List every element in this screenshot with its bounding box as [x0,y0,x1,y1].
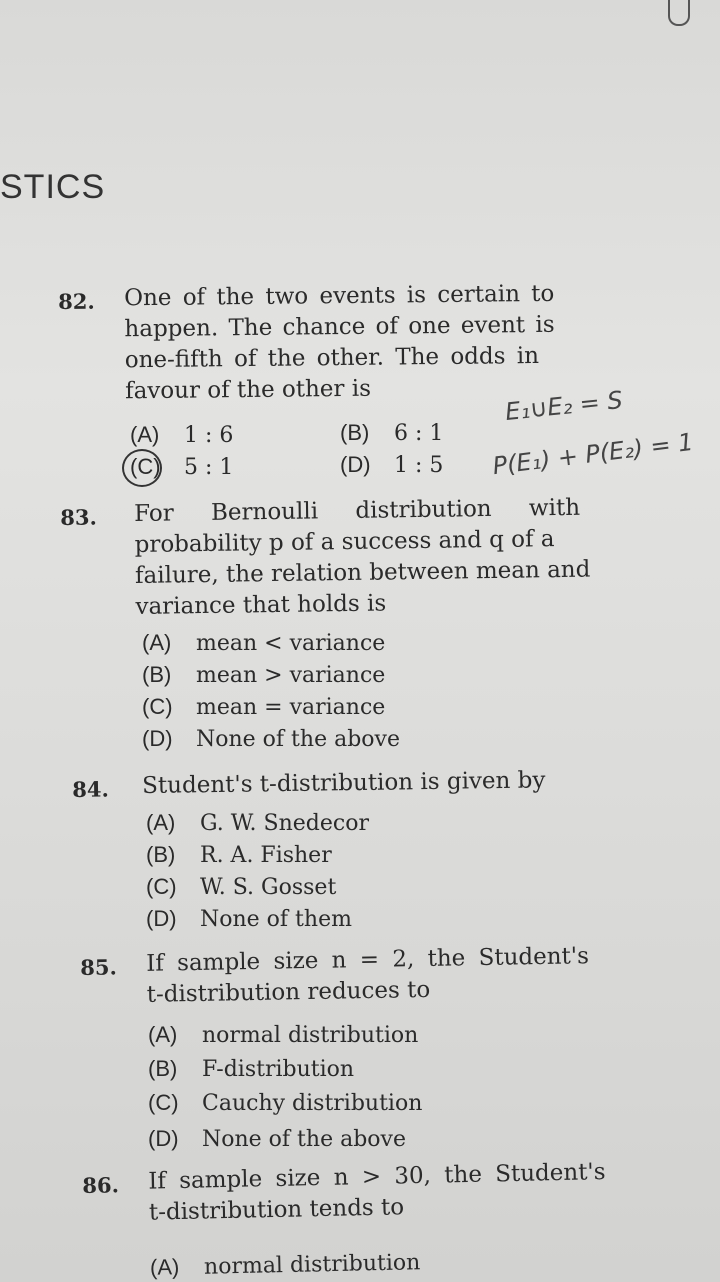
option-text: Cauchy distribution [202,1091,423,1116]
option-text: W. S. Gosset [200,875,337,900]
option-a [150,1249,421,1281]
option-label: (D) [146,906,177,931]
question-number: 85. [80,954,118,980]
question-line: happen. The chance of one event is [124,311,555,343]
page-header: STICS [0,168,106,206]
option-d [146,906,352,932]
option-label: (C) [142,694,173,719]
option-a [146,810,369,836]
option-text: normal distribution [203,1250,421,1280]
option-label: (A) [146,810,176,835]
question-line: one-fifth of the other. The odds in [124,342,540,374]
option-text: mean < variance [196,631,386,656]
question-text [148,1156,649,1228]
option-text: R. A. Fisher [200,843,332,868]
option-b [340,420,443,446]
option-a [130,422,233,448]
option-c [148,1090,422,1116]
question-text [124,278,625,407]
option-label: (A) [142,630,172,655]
option-text: mean > variance [196,663,386,688]
option-label: (D) [142,726,173,751]
option-text: normal distribution [202,1023,419,1048]
question-text [146,940,647,1011]
question-text [134,492,636,623]
question-text [142,764,642,802]
option-d [340,452,443,478]
option-label: (C) [146,874,177,899]
question-line: If sample size n = 2, the Student's [146,943,590,977]
option-label: (C) [130,454,161,479]
option-text: 5 : 1 [184,455,234,480]
option-label: (B) [142,662,172,687]
question-number: 83. [60,504,97,530]
option-b [146,842,332,868]
option-c [146,874,336,900]
question-line: t-distribution reduces to [146,976,431,1008]
option-text: G. W. Snedecor [200,811,369,836]
question-line: If sample size n > 30, the Student's [148,1159,606,1195]
question-line: variance that holds is [135,590,387,620]
option-text: None of the above [202,1127,406,1152]
option-label: (A) [149,1254,180,1280]
option-label: (D) [148,1126,179,1151]
question-number: 86. [82,1172,120,1198]
question-line: favour of the other is [124,375,372,405]
option-a [142,630,385,656]
option-label: (D) [340,452,371,477]
option-b [142,662,385,688]
option-label: (B) [148,1056,178,1081]
option-text: mean = variance [196,695,386,720]
option-label: (B) [340,420,370,445]
option-text: None of the above [196,727,400,752]
question-line: One of the two events is certain to [124,280,555,312]
option-text: None of them [200,907,352,932]
option-label: (B) [146,842,176,867]
option-d [148,1126,406,1152]
option-a [148,1022,418,1048]
pen-mark [668,0,690,26]
question-line: probability p of a success and q of a [134,526,555,558]
option-label: (A) [130,422,160,447]
question-line: For Bernoulli distribution with [134,494,581,527]
option-label: (C) [148,1090,179,1115]
option-text: 6 : 1 [394,421,444,446]
question-line: Student's t-distribution is given by [142,767,546,800]
handwritten-note: P(E₁) + P(E₂) = 1 [491,427,695,481]
option-c [142,694,385,720]
option-label: (A) [148,1022,178,1047]
handwritten-note: E₁∪E₂ = S [503,385,624,427]
answer-circle [122,449,162,487]
option-text: 1 : 5 [394,453,444,478]
option-text: 1 : 6 [184,423,234,448]
option-text: F-distribution [202,1057,355,1082]
question-line: t-distribution tends to [148,1194,405,1226]
option-b [148,1056,354,1082]
question-number: 84. [72,776,109,802]
option-d [142,726,400,752]
question-number: 82. [58,288,95,314]
question-line: failure, the relation between mean and [134,556,591,589]
